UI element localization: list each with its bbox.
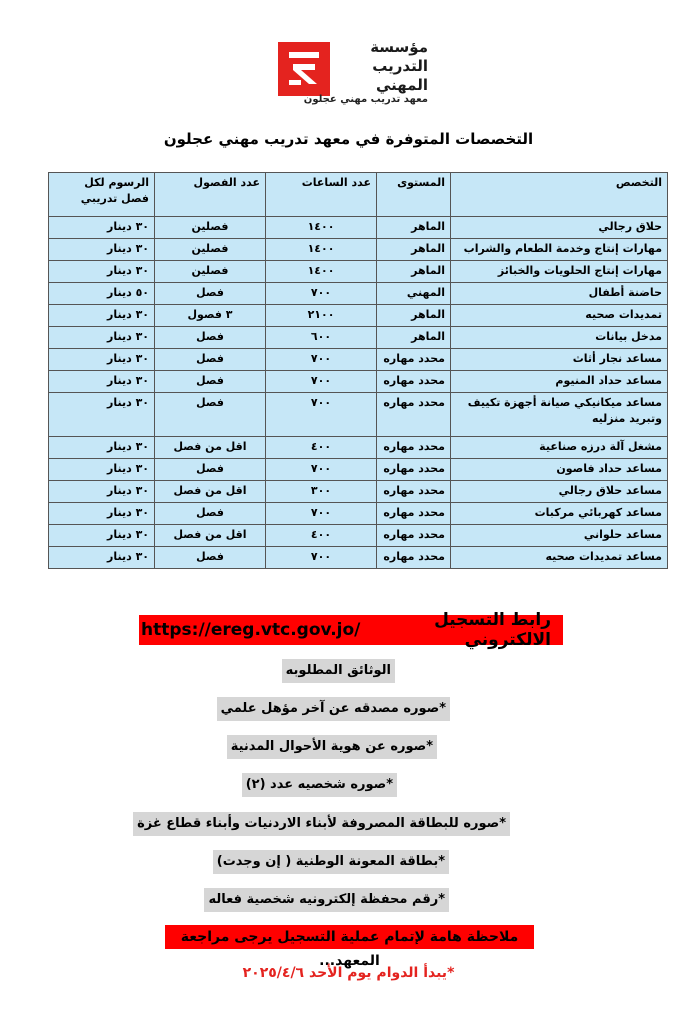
cell-fees: ٣٠ دينار: [49, 525, 155, 547]
cell-semesters: فصلين: [155, 239, 266, 261]
cell-semesters: فصل: [155, 371, 266, 393]
cell-level: محدد مهاره: [377, 459, 451, 481]
logo-line-1: مؤسسة: [370, 38, 428, 56]
cell-fees: ٣٠ دينار: [49, 305, 155, 327]
document-item: *رقم محفظة إلكترونيه شخصية فعاله: [204, 888, 449, 912]
cell-specialty: مساعد حلواني: [451, 525, 668, 547]
table-row: [49, 525, 668, 547]
table-row: [49, 239, 668, 261]
cell-level: الماهر: [377, 305, 451, 327]
table-row: [49, 371, 668, 393]
table-row: [49, 349, 668, 371]
cell-hours: ٤٠٠: [266, 437, 377, 459]
cell-fees: ٣٠ دينار: [49, 393, 155, 437]
institution-logo: [278, 38, 428, 108]
document-item: *صوره شخصيه عدد (٢): [242, 773, 397, 797]
cell-hours: ٤٠٠: [266, 525, 377, 547]
cell-specialty: حلاق رجالي: [451, 217, 668, 239]
document-item: *صوره مصدقه عن آخر مؤهل علمي: [217, 697, 450, 721]
cell-fees: ٣٠ دينار: [49, 239, 155, 261]
cell-level: المهني: [377, 283, 451, 305]
cell-fees: ٣٠ دينار: [49, 327, 155, 349]
cell-fees: ٣٠ دينار: [49, 459, 155, 481]
table-header-row: [49, 173, 668, 217]
cell-level: الماهر: [377, 217, 451, 239]
logo-glyph-icon: [287, 50, 321, 88]
header-level: المستوى: [377, 173, 451, 217]
cell-hours: ١٤٠٠: [266, 239, 377, 261]
cell-level: محدد مهاره: [377, 349, 451, 371]
cell-fees: ٥٠ دينار: [49, 283, 155, 305]
cell-level: الماهر: [377, 261, 451, 283]
cell-hours: ١٤٠٠: [266, 217, 377, 239]
cell-semesters: فصلين: [155, 261, 266, 283]
cell-hours: ٧٠٠: [266, 547, 377, 569]
documents-heading: الوثائق المطلوبه: [282, 659, 395, 683]
table-row: [49, 327, 668, 349]
registration-label: رابط التسجيل الالكتروني: [434, 610, 551, 650]
cell-semesters: فصل: [155, 503, 266, 525]
table-row: [49, 261, 668, 283]
cell-specialty: مهارات إنتاج وخدمة الطعام والشراب: [451, 239, 668, 261]
cell-specialty: مساعد كهربائي مركبات: [451, 503, 668, 525]
cell-level: محدد مهاره: [377, 437, 451, 459]
cell-fees: ٣٠ دينار: [49, 437, 155, 459]
cell-specialty: مدخل بيانات: [451, 327, 668, 349]
cell-hours: ٧٠٠: [266, 283, 377, 305]
cell-hours: ٧٠٠: [266, 459, 377, 481]
cell-hours: ٧٠٠: [266, 371, 377, 393]
cell-semesters: اقل من فصل: [155, 481, 266, 503]
important-note: ملاحظة هامة لإتمام عملية التسجيل يرجى مراجعة المعهد...: [165, 925, 534, 949]
cell-fees: ٣٠ دينار: [49, 261, 155, 283]
header-semesters: عدد الفصول: [155, 173, 266, 217]
cell-level: الماهر: [377, 239, 451, 261]
cell-specialty: مهارات إنتاج الحلويات والخبائز: [451, 261, 668, 283]
registration-link[interactable]: https://ereg.vtc.gov.jo/: [141, 620, 361, 640]
cell-specialty: حاضنة أطفال: [451, 283, 668, 305]
cell-semesters: اقل من فصل: [155, 525, 266, 547]
table-row: [49, 437, 668, 459]
cell-level: محدد مهاره: [377, 503, 451, 525]
cell-semesters: فصلين: [155, 217, 266, 239]
cell-specialty: تمديدات صحيه: [451, 305, 668, 327]
cell-fees: ٣٠ دينار: [49, 217, 155, 239]
cell-fees: ٣٠ دينار: [49, 547, 155, 569]
cell-hours: ٣٠٠: [266, 481, 377, 503]
cell-specialty: مساعد حداد المنيوم: [451, 371, 668, 393]
cell-semesters: فصل: [155, 393, 266, 437]
cell-semesters: فصل: [155, 547, 266, 569]
specialties-table: [48, 172, 668, 569]
logo-mark-icon: [278, 42, 330, 96]
cell-level: محدد مهاره: [377, 547, 451, 569]
cell-level: محدد مهاره: [377, 393, 451, 437]
cell-hours: ٧٠٠: [266, 503, 377, 525]
cell-semesters: فصل: [155, 459, 266, 481]
table-row: [49, 503, 668, 525]
cell-hours: ٢١٠٠: [266, 305, 377, 327]
cell-fees: ٣٠ دينار: [49, 371, 155, 393]
table-row: [49, 459, 668, 481]
logo-wordmark: [336, 38, 428, 95]
cell-fees: ٣٠ دينار: [49, 503, 155, 525]
cell-specialty: مساعد حلاق رجالي: [451, 481, 668, 503]
table-row: [49, 217, 668, 239]
cell-semesters: فصل: [155, 327, 266, 349]
cell-hours: ٧٠٠: [266, 349, 377, 371]
cell-specialty: مساعد تمديدات صحيه: [451, 547, 668, 569]
cell-level: الماهر: [377, 327, 451, 349]
logo-subtitle: معهد تدريب مهني عجلون: [303, 94, 428, 105]
cell-specialty: مساعد حداد فاصون: [451, 459, 668, 481]
header-hours: عدد الساعات: [266, 173, 377, 217]
header-fees: الرسوم لكل فصل تدريبي: [49, 173, 155, 217]
cell-fees: ٣٠ دينار: [49, 349, 155, 371]
table-row: [49, 481, 668, 503]
document-item: *صوره للبطاقة المصروفة لأبناء الاردنيات وأبناء قطاع غزة: [133, 812, 510, 836]
cell-level: محدد مهاره: [377, 481, 451, 503]
document-item: *صوره عن هوية الأحوال المدنية: [227, 735, 437, 759]
cell-specialty: مساعد ميكانيكي صيانة أجهزة تكييف وتبريد منزليه: [451, 393, 668, 437]
table-row: [49, 305, 668, 327]
cell-semesters: فصل: [155, 283, 266, 305]
cell-level: محدد مهاره: [377, 371, 451, 393]
start-date-notice: *يبدأ الدوام يوم الأحد ٢٠٢٥/٤/٦: [242, 965, 455, 981]
table-row: [49, 547, 668, 569]
page-title: التخصصات المتوفرة في معهد تدريب مهني عجلون: [163, 130, 534, 148]
cell-specialty: مساعد نجار أثاث: [451, 349, 668, 371]
cell-hours: ٧٠٠: [266, 393, 377, 437]
logo-line-3: المهني: [375, 76, 428, 94]
table-row: [49, 283, 668, 305]
document-item: *بطاقة المعونة الوطنية ( إن وجدت): [213, 850, 449, 874]
table-row: [49, 393, 668, 437]
cell-level: محدد مهاره: [377, 525, 451, 547]
cell-hours: ٦٠٠: [266, 327, 377, 349]
cell-specialty: مشغل آلة درزه صناعية: [451, 437, 668, 459]
logo-line-2: التدريب: [372, 57, 428, 75]
header-specialty: التخصص: [451, 173, 668, 217]
registration-banner: [139, 610, 563, 650]
cell-semesters: ٣ فصول: [155, 305, 266, 327]
cell-hours: ١٤٠٠: [266, 261, 377, 283]
cell-fees: ٣٠ دينار: [49, 481, 155, 503]
cell-semesters: اقل من فصل: [155, 437, 266, 459]
cell-semesters: فصل: [155, 349, 266, 371]
